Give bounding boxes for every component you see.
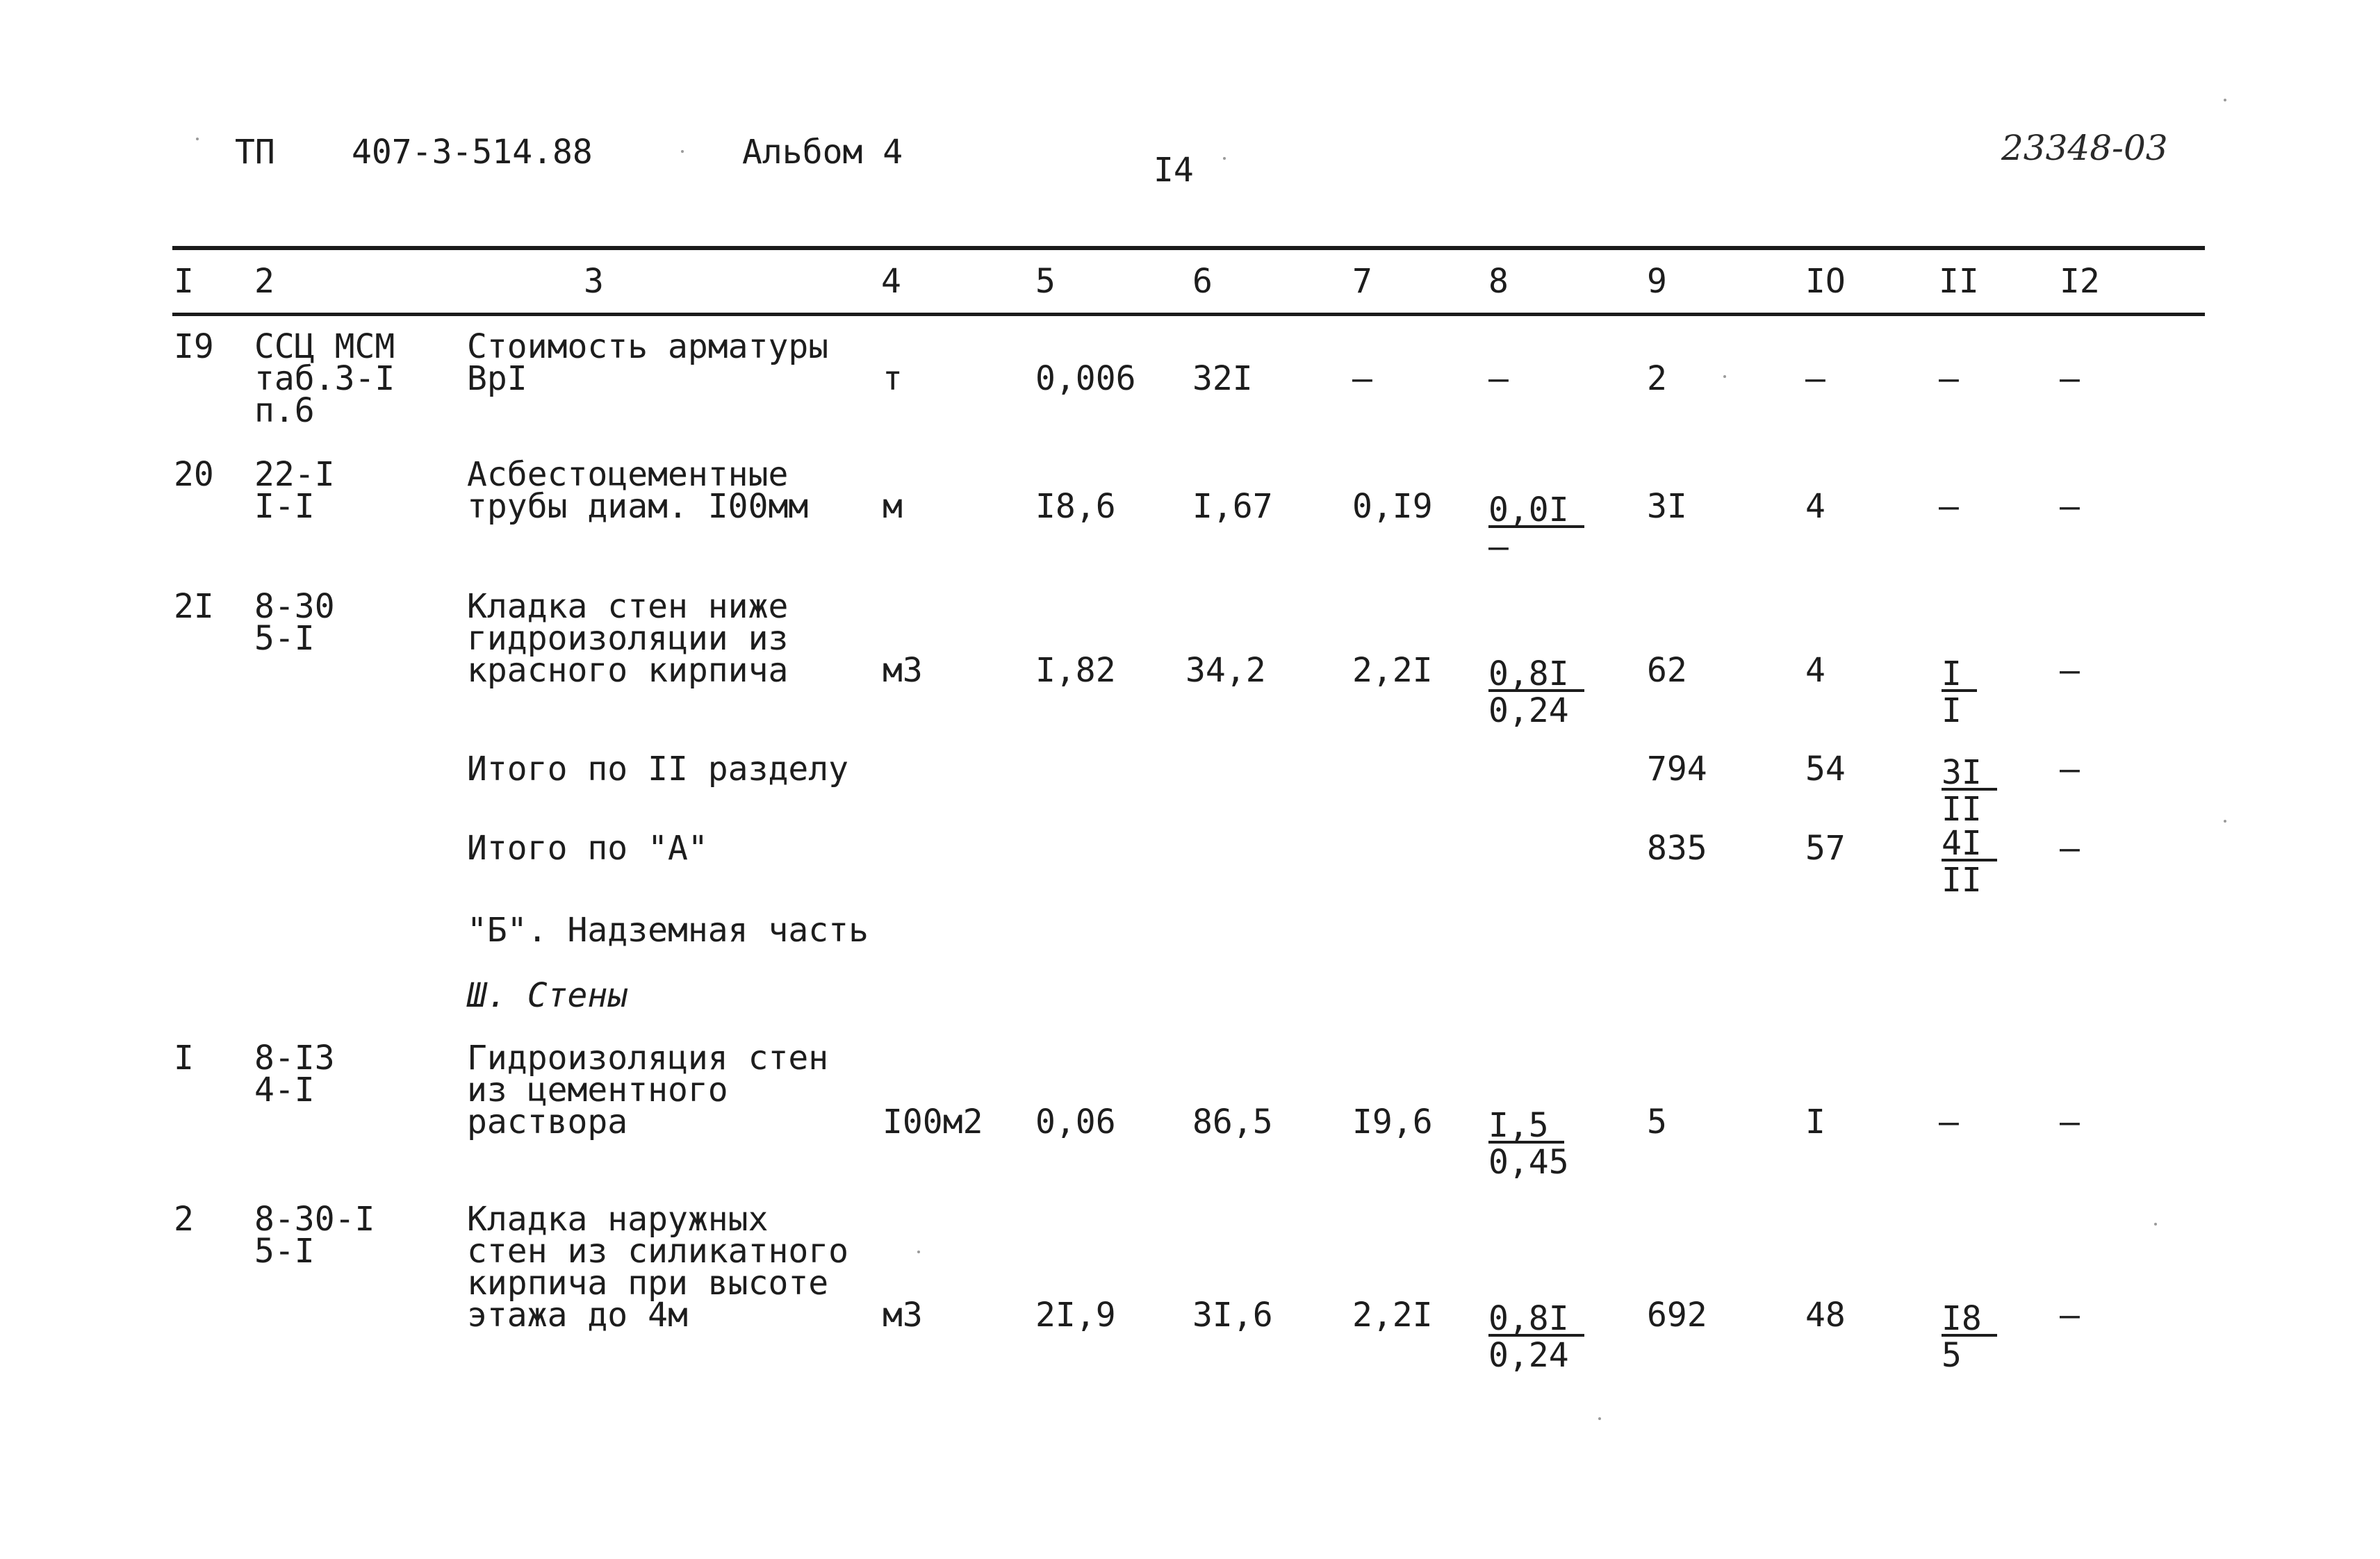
fraction-numerator: 4I bbox=[1942, 828, 1997, 861]
row-col6: 32I bbox=[1192, 359, 1253, 398]
total-col11-fraction bbox=[1942, 753, 1997, 827]
row-col9: 3I bbox=[1647, 487, 1687, 526]
row-name: Кладка стен ниже bbox=[467, 587, 789, 626]
row-col7: 2,2I bbox=[1352, 651, 1433, 690]
scan-speck bbox=[1723, 375, 1726, 378]
row-col8: – bbox=[1488, 359, 1509, 398]
total-col11-fraction bbox=[1942, 824, 1997, 898]
row-code: 8-30-I bbox=[254, 1200, 375, 1239]
row-col5: 0,006 bbox=[1035, 359, 1136, 398]
row-col6: I,67 bbox=[1192, 487, 1273, 526]
row-number: 2 bbox=[174, 1200, 194, 1239]
row-col10: 48 bbox=[1805, 1296, 1846, 1335]
row-name: этажа до 4м bbox=[467, 1296, 688, 1335]
total-col12: – bbox=[2060, 750, 2080, 789]
fraction-numerator: 0,8I bbox=[1488, 1303, 1584, 1337]
row-code: 4-I bbox=[254, 1071, 315, 1110]
row-col9: 62 bbox=[1647, 651, 1687, 690]
row-unit: м bbox=[883, 487, 903, 526]
row-code: 5-I bbox=[254, 619, 315, 658]
scan-speck bbox=[681, 150, 684, 153]
column-header-7: 7 bbox=[1352, 262, 1372, 301]
column-header-6: 6 bbox=[1192, 262, 1213, 301]
column-header-4: 4 bbox=[881, 262, 901, 301]
table-header-rule bbox=[172, 313, 2205, 316]
row-code: 8-I3 bbox=[254, 1039, 335, 1078]
row-col8-fraction bbox=[1488, 1299, 1584, 1373]
row-number: 20 bbox=[174, 455, 214, 494]
row-code: I-I bbox=[254, 487, 315, 526]
row-col11: – bbox=[1939, 1103, 1959, 1141]
row-col9: 2 bbox=[1647, 359, 1667, 398]
row-code: ССЦ МСМ bbox=[254, 327, 395, 366]
section-title: "Б". Надземная часть bbox=[467, 911, 869, 950]
row-unit: I00м2 bbox=[883, 1103, 983, 1141]
row-col11-fraction bbox=[1942, 1299, 1997, 1373]
fraction-denominator: 0,24 bbox=[1488, 1336, 1569, 1375]
row-col6: 3I,6 bbox=[1192, 1296, 1273, 1335]
scan-speck bbox=[917, 1251, 920, 1253]
column-header-3: 3 bbox=[584, 262, 604, 301]
row-name: из цементного bbox=[467, 1071, 728, 1110]
row-name: ВрI bbox=[467, 359, 527, 398]
row-col9: 5 bbox=[1647, 1103, 1667, 1141]
row-name: Кладка наружных bbox=[467, 1200, 769, 1239]
column-header-2: 2 bbox=[254, 262, 274, 301]
fraction-numerator: I bbox=[1942, 659, 1977, 692]
row-name: Гидроизоляция стен bbox=[467, 1039, 829, 1078]
row-name: Асбестоцементные bbox=[467, 455, 789, 494]
fraction-denominator: 0,45 bbox=[1488, 1143, 1569, 1182]
fraction-denominator: – bbox=[1488, 527, 1509, 566]
table-top-rule bbox=[172, 246, 2205, 250]
column-header-9: 9 bbox=[1647, 262, 1667, 301]
page-number: I4 bbox=[1154, 151, 1194, 190]
scan-speck bbox=[1598, 1417, 1601, 1420]
fraction-denominator: 0,24 bbox=[1488, 691, 1569, 730]
scan-speck bbox=[1223, 157, 1226, 160]
row-col12: – bbox=[2060, 487, 2080, 526]
row-code: таб.3-I bbox=[254, 359, 395, 398]
row-col10: – bbox=[1805, 359, 1825, 398]
row-col10: 4 bbox=[1805, 651, 1825, 690]
row-col10: 4 bbox=[1805, 487, 1825, 526]
row-name: кирпича при высоте bbox=[467, 1264, 829, 1303]
total-col10: 54 bbox=[1805, 750, 1846, 789]
row-code: п.6 bbox=[254, 391, 315, 430]
total-label: Итого по II разделу bbox=[467, 750, 849, 789]
row-col11: – bbox=[1939, 487, 1959, 526]
column-header-1: I bbox=[174, 262, 194, 301]
scan-speck bbox=[2224, 820, 2226, 823]
row-col6: 86,5 bbox=[1192, 1103, 1273, 1141]
total-col9: 794 bbox=[1647, 750, 1707, 789]
row-col12: – bbox=[2060, 651, 2080, 690]
handwritten-code: 23348-03 bbox=[2001, 128, 2168, 168]
album-label: Альбом 4 bbox=[742, 133, 903, 172]
row-col11: – bbox=[1939, 359, 1959, 398]
row-col8-fraction bbox=[1488, 654, 1584, 728]
fraction-numerator: 3I bbox=[1942, 757, 1997, 791]
row-unit: м3 bbox=[883, 1296, 923, 1335]
column-header-8: 8 bbox=[1488, 262, 1509, 301]
row-number: 2I bbox=[174, 587, 214, 626]
row-number: I9 bbox=[174, 327, 214, 366]
row-name: стен из силикатного bbox=[467, 1232, 849, 1271]
row-code: 5-I bbox=[254, 1232, 315, 1271]
row-col7: 0,I9 bbox=[1352, 487, 1433, 526]
row-number: I bbox=[174, 1039, 194, 1078]
scan-speck bbox=[196, 138, 199, 140]
row-name: красного кирпича bbox=[467, 651, 789, 690]
fraction-denominator: 5 bbox=[1942, 1336, 1962, 1375]
total-label: Итого по "А" bbox=[467, 829, 708, 868]
row-name: трубы диам. I00мм bbox=[467, 487, 809, 526]
row-col12: – bbox=[2060, 1103, 2080, 1141]
row-col8-fraction bbox=[1488, 1106, 1569, 1180]
row-col8-fraction bbox=[1488, 490, 1584, 564]
column-header-12: I2 bbox=[2060, 262, 2100, 301]
row-name: раствора bbox=[467, 1103, 628, 1141]
row-col5: I8,6 bbox=[1035, 487, 1116, 526]
scan-speck bbox=[2224, 99, 2226, 101]
column-header-11: II bbox=[1939, 262, 1979, 301]
row-name: Стоимость арматуры bbox=[467, 327, 829, 366]
row-unit: т bbox=[883, 359, 903, 398]
doc-type: ТП bbox=[235, 133, 275, 172]
row-col7: I9,6 bbox=[1352, 1103, 1433, 1141]
total-col9: 835 bbox=[1647, 829, 1707, 868]
fraction-numerator: 0,0I bbox=[1488, 495, 1584, 528]
fraction-numerator: I8 bbox=[1942, 1303, 1997, 1337]
column-header-10: IO bbox=[1805, 262, 1846, 301]
total-col10: 57 bbox=[1805, 829, 1846, 868]
row-col5: 2I,9 bbox=[1035, 1296, 1116, 1335]
row-col9: 692 bbox=[1647, 1296, 1707, 1335]
doc-code: 407-3-514.88 bbox=[352, 133, 593, 172]
row-col6: 34,2 bbox=[1185, 651, 1266, 690]
subsection-title: Ш. Стены bbox=[467, 976, 628, 1015]
fraction-denominator: I bbox=[1942, 691, 1962, 730]
fraction-numerator: I,5 bbox=[1488, 1110, 1564, 1144]
row-col5: I,82 bbox=[1035, 651, 1116, 690]
row-col7: 2,2I bbox=[1352, 1296, 1433, 1335]
row-col12: – bbox=[2060, 359, 2080, 398]
row-col11-fraction bbox=[1942, 654, 1977, 728]
total-col12: – bbox=[2060, 829, 2080, 868]
column-header-5: 5 bbox=[1035, 262, 1056, 301]
fraction-denominator: II bbox=[1942, 790, 1982, 829]
fraction-denominator: II bbox=[1942, 861, 1982, 900]
row-col5: 0,06 bbox=[1035, 1103, 1116, 1141]
scan-speck bbox=[2154, 1223, 2157, 1226]
row-col7: – bbox=[1352, 359, 1372, 398]
row-col12: – bbox=[2060, 1296, 2080, 1335]
row-name: гидроизоляции из bbox=[467, 619, 789, 658]
row-code: 22-I bbox=[254, 455, 335, 494]
row-col10: I bbox=[1805, 1103, 1825, 1141]
row-unit: м3 bbox=[883, 651, 923, 690]
row-code: 8-30 bbox=[254, 587, 335, 626]
fraction-numerator: 0,8I bbox=[1488, 659, 1584, 692]
